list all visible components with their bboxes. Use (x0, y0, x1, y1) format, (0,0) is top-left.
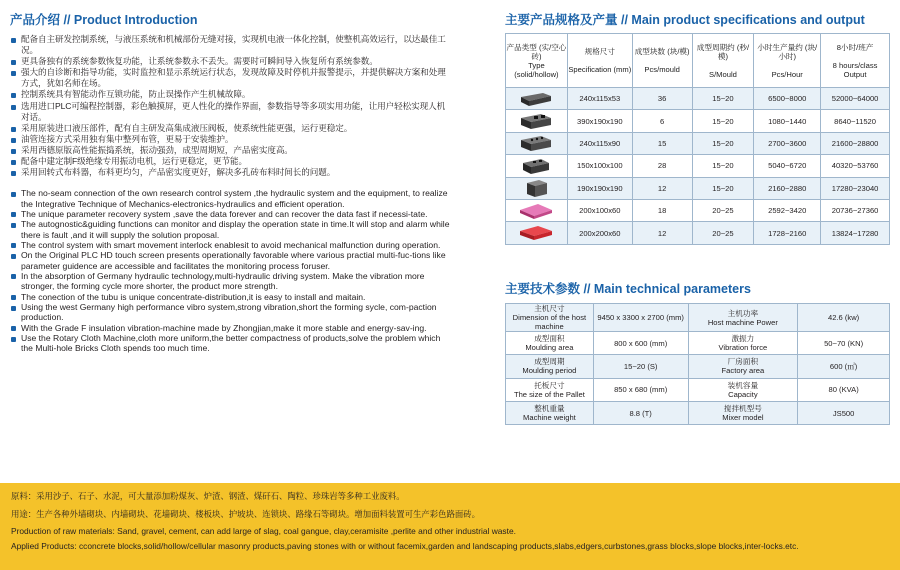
table-row: 390x190x190 6 15~20 1080~1440 8640~11520 (506, 110, 890, 132)
param-value: 800 x 600 (mm) (593, 332, 688, 355)
table-header-row (506, 34, 890, 88)
bullet-icon (11, 254, 16, 259)
footer-band (0, 483, 900, 570)
cube-block-icon (521, 178, 551, 198)
param-label: 成型面积 Moulding area (506, 332, 594, 355)
pink-paver-icon (516, 202, 556, 220)
table-row: 240x115x53 36 15~20 6500~8000 52000~64000 (506, 88, 890, 110)
tech-title-en: // Main technical parameters (583, 282, 751, 296)
list-item: 强大的自诊断和指导功能，实时监控和显示系统运行状态，发现故障及时停机并报警提示，并提供解决方案和处理方式，犹如名师在场。 (10, 67, 452, 89)
hollow-brick-icon (517, 157, 555, 175)
tech-title-cn: 主要技术参数 (505, 282, 581, 296)
list-item: 配备中建定制F级绝缘专用振动电机，运行更稳定，更节能。 (10, 156, 452, 167)
bullet-icon (11, 38, 16, 43)
bullet-icon (11, 243, 16, 248)
param-value: 42.6 (kw) (798, 304, 890, 332)
header-shift: 8小时/班产 8 hours/class Output (821, 34, 890, 88)
param-label: 整机重量 Machine weight (506, 401, 594, 424)
brick-image (506, 155, 568, 177)
en-feature-list (10, 188, 452, 354)
list-item: In the absorption of Germany hydraulic technology,multi-hydraulic driving system. Make the vibration more stronger, the forming cycle more shorter, the product more strength. (10, 271, 452, 292)
bullet-icon (11, 71, 16, 76)
list-item: 控制系统具有智能动作互锁功能，防止误操作产生机械故障。 (10, 89, 452, 100)
param-label: 托板尺寸 The size of the Pallet (506, 378, 594, 401)
bullet-icon (11, 127, 16, 132)
list-item: The conection of the tubu is unique concentrate-distribution,it is easy to install and maitain. (10, 292, 452, 302)
param-value: 50~70 (KN) (798, 332, 890, 355)
list-item: Use the Rotary Cloth Machine,cloth more uniform,the better compactness of products,solve the problem which the Multi-hole Bricks Cloth spends too much time. (10, 333, 452, 354)
bullet-icon (11, 171, 16, 176)
param-label: 装机容量 Capacity (688, 378, 798, 401)
table-row: 190x190x190 12 15~20 2160~2880 17280~23040 (506, 177, 890, 199)
bullet-icon (11, 105, 16, 110)
intro-title-cn: 产品介绍 (10, 13, 61, 27)
red-paver-icon (516, 224, 556, 242)
specs-table (505, 33, 890, 245)
bullet-icon (11, 93, 16, 98)
bullet-icon (11, 274, 16, 279)
param-value: JS500 (798, 401, 890, 424)
bullet-icon (11, 149, 16, 154)
header-spec: 规格尺寸 Specification (mm) (567, 34, 632, 88)
list-item: On the Original PLC HD touch screen presents operationally favorable where various practial multi-fuc-tions like parameter guidence are accessible and facilitates the monitoring process foruser. (10, 250, 452, 271)
specs-title-en: // Main product specifications and output (621, 13, 865, 27)
brick-image (506, 110, 568, 132)
perforated-brick-icon (517, 134, 555, 152)
param-label: 厂房面积 Factory area (688, 355, 798, 378)
bullet-icon (11, 60, 16, 65)
list-item: 采用原装进口液压部件，配有自主研发高集成液压阀板，使系统性能更强，运行更稳定。 (10, 123, 452, 134)
table-row: 240x115x90 15 15~20 2700~3600 21600~28800 (506, 132, 890, 154)
tech-title (505, 279, 751, 297)
param-value: 80 (KVA) (798, 378, 890, 401)
brick-image (506, 222, 568, 244)
list-item: 采用西德原版高性能振捣系统，振动强劲，成型周期短，产品密实度高。 (10, 145, 452, 156)
table-row (506, 401, 890, 424)
solid-brick-icon (517, 91, 555, 107)
specs-title (505, 10, 865, 28)
header-cycle: 成型周期约 (秒/模) S/Mould (692, 34, 754, 88)
table-row (506, 332, 890, 355)
param-label: 主机尺寸 Dimension of the host machine (506, 304, 594, 332)
tech-table (505, 303, 890, 425)
list-item: 更具备独有的系统参数恢复功能，让系统参数永不丢失。需要时可瞬间导入恢复所有系统参数。 (10, 56, 452, 67)
bullet-icon (11, 295, 16, 300)
header-hour: 小时生产量约 (块/小时) Pcs/Hour (754, 34, 821, 88)
list-item: 配备自主研发控制系统，与液压系统和机械部份无缝对接，实现机电液一体化控制，使整机高效运行，以达最佳工况。 (10, 34, 452, 56)
bullet-icon (11, 337, 16, 342)
brick-image (506, 88, 568, 110)
raw-materials-cn: 原料：采用沙子、石子、水泥，可大量添加粉煤灰、炉渣、钢渣、煤矸石、陶粒、珍珠岩等多种工业废料。 (11, 491, 405, 501)
table-row (506, 304, 890, 332)
brick-image (506, 199, 568, 221)
specs-title-cn: 主要产品规格及产量 (505, 13, 618, 27)
brick-image (506, 132, 568, 154)
param-value: 15~20 (S) (593, 355, 688, 378)
list-item: The no-seam connection of the own research control system ,the hydraulic system and the equipment, to realize the Integrative Technique of Mechanics-electronics-hydraulics and efficient operation. (10, 188, 452, 209)
list-item: 采用回转式布料器，布料更均匀，产品密实度更好，解决多孔砖布料时间长的问题。 (10, 167, 452, 178)
list-item: The autognostic&guiding functions can monitor and display the operation state in time.It will stop and alarm while there is fault ,and it will supply the solution proposal. (10, 219, 452, 240)
list-item: Using the west Germany high performance vibro system,strong vibration,short the forming sycle, com-paction production. (10, 302, 452, 323)
list-item: With the Grade F insulation vibration-machine made by Zhongjian,make it more stable and energy-sav-ing. (10, 323, 452, 333)
table-row: 200x100x60 18 20~25 2592~3420 20736~27360 (506, 199, 890, 221)
list-item: 油管连接方式采用独有集中整列布管，更易于安装维护。 (10, 134, 452, 145)
param-label: 主机功率 Host machine Power (688, 304, 798, 332)
table-row (506, 355, 890, 378)
raw-materials-en: Production of raw materials: Sand, gravel, cement, can add large of slag, coal gangue, clay,ceramisite ,perlite and other industrial waste. (11, 526, 516, 536)
param-value: 850 x 680 (mm) (593, 378, 688, 401)
intro-body (10, 34, 452, 354)
applications-en: Applied Products: cconcrete blocks,solid/hollow/cellular masonry products,paving stones with or without facemix,garden and landscaping products,slabs,edgers,curbstones,grass blocks,slope blocks,inter-locks.etc. (11, 541, 799, 551)
list-item: The unique parameter recovery system ,save the data forever and can recover the data fast if necessi-tate. (10, 209, 452, 219)
header-pcs: 成型块数 (块/模) Pcs/mould (632, 34, 692, 88)
param-value: 600 (㎡) (798, 355, 890, 378)
bullet-icon (11, 212, 16, 217)
param-label: 成型周期 Moulding period (506, 355, 594, 378)
param-value: 9450 x 3300 x 2700 (mm) (593, 304, 688, 332)
table-row (506, 378, 890, 401)
bullet-icon (11, 192, 16, 197)
list-item: The control system with smart movement interlock enablesit to avoid mechanical malfunction during operation. (10, 240, 452, 250)
bullet-icon (11, 326, 16, 331)
table-row: 150x100x100 28 15~20 5040~6720 40320~53760 (506, 155, 890, 177)
cn-feature-list (10, 34, 452, 178)
bullet-icon (11, 306, 16, 311)
intro-title-en: // Product Introduction (63, 13, 198, 27)
brick-image (506, 177, 568, 199)
table-row: 200x200x60 12 20~25 1728~2160 13824~17280 (506, 222, 890, 244)
intro-title (10, 10, 198, 28)
bullet-icon (11, 223, 16, 228)
applications-cn: 用途：生产各种外墙砌块、内墙砌块、花墙砌块、楼板块、护坡块、连锁块、路缘石等砌块。增加面料装置可生产彩色路面砖。 (11, 509, 480, 519)
bullet-icon (11, 160, 16, 165)
hollow-block-icon (517, 112, 555, 130)
list-item: 选用进口PLC可编程控制器，彩色触摸屏，更人性化的操作界面，参数指导等多项实用功能，让用户轻松实现人机对话。 (10, 101, 452, 123)
param-value: 8.8 (T) (593, 401, 688, 424)
param-label: 激振力 Vibration force (688, 332, 798, 355)
header-type: 产品类型 (实/空心砖) Type (solid/hollow) (506, 34, 568, 88)
param-label: 搅拌机型号 Mixer model (688, 401, 798, 424)
bullet-icon (11, 138, 16, 143)
